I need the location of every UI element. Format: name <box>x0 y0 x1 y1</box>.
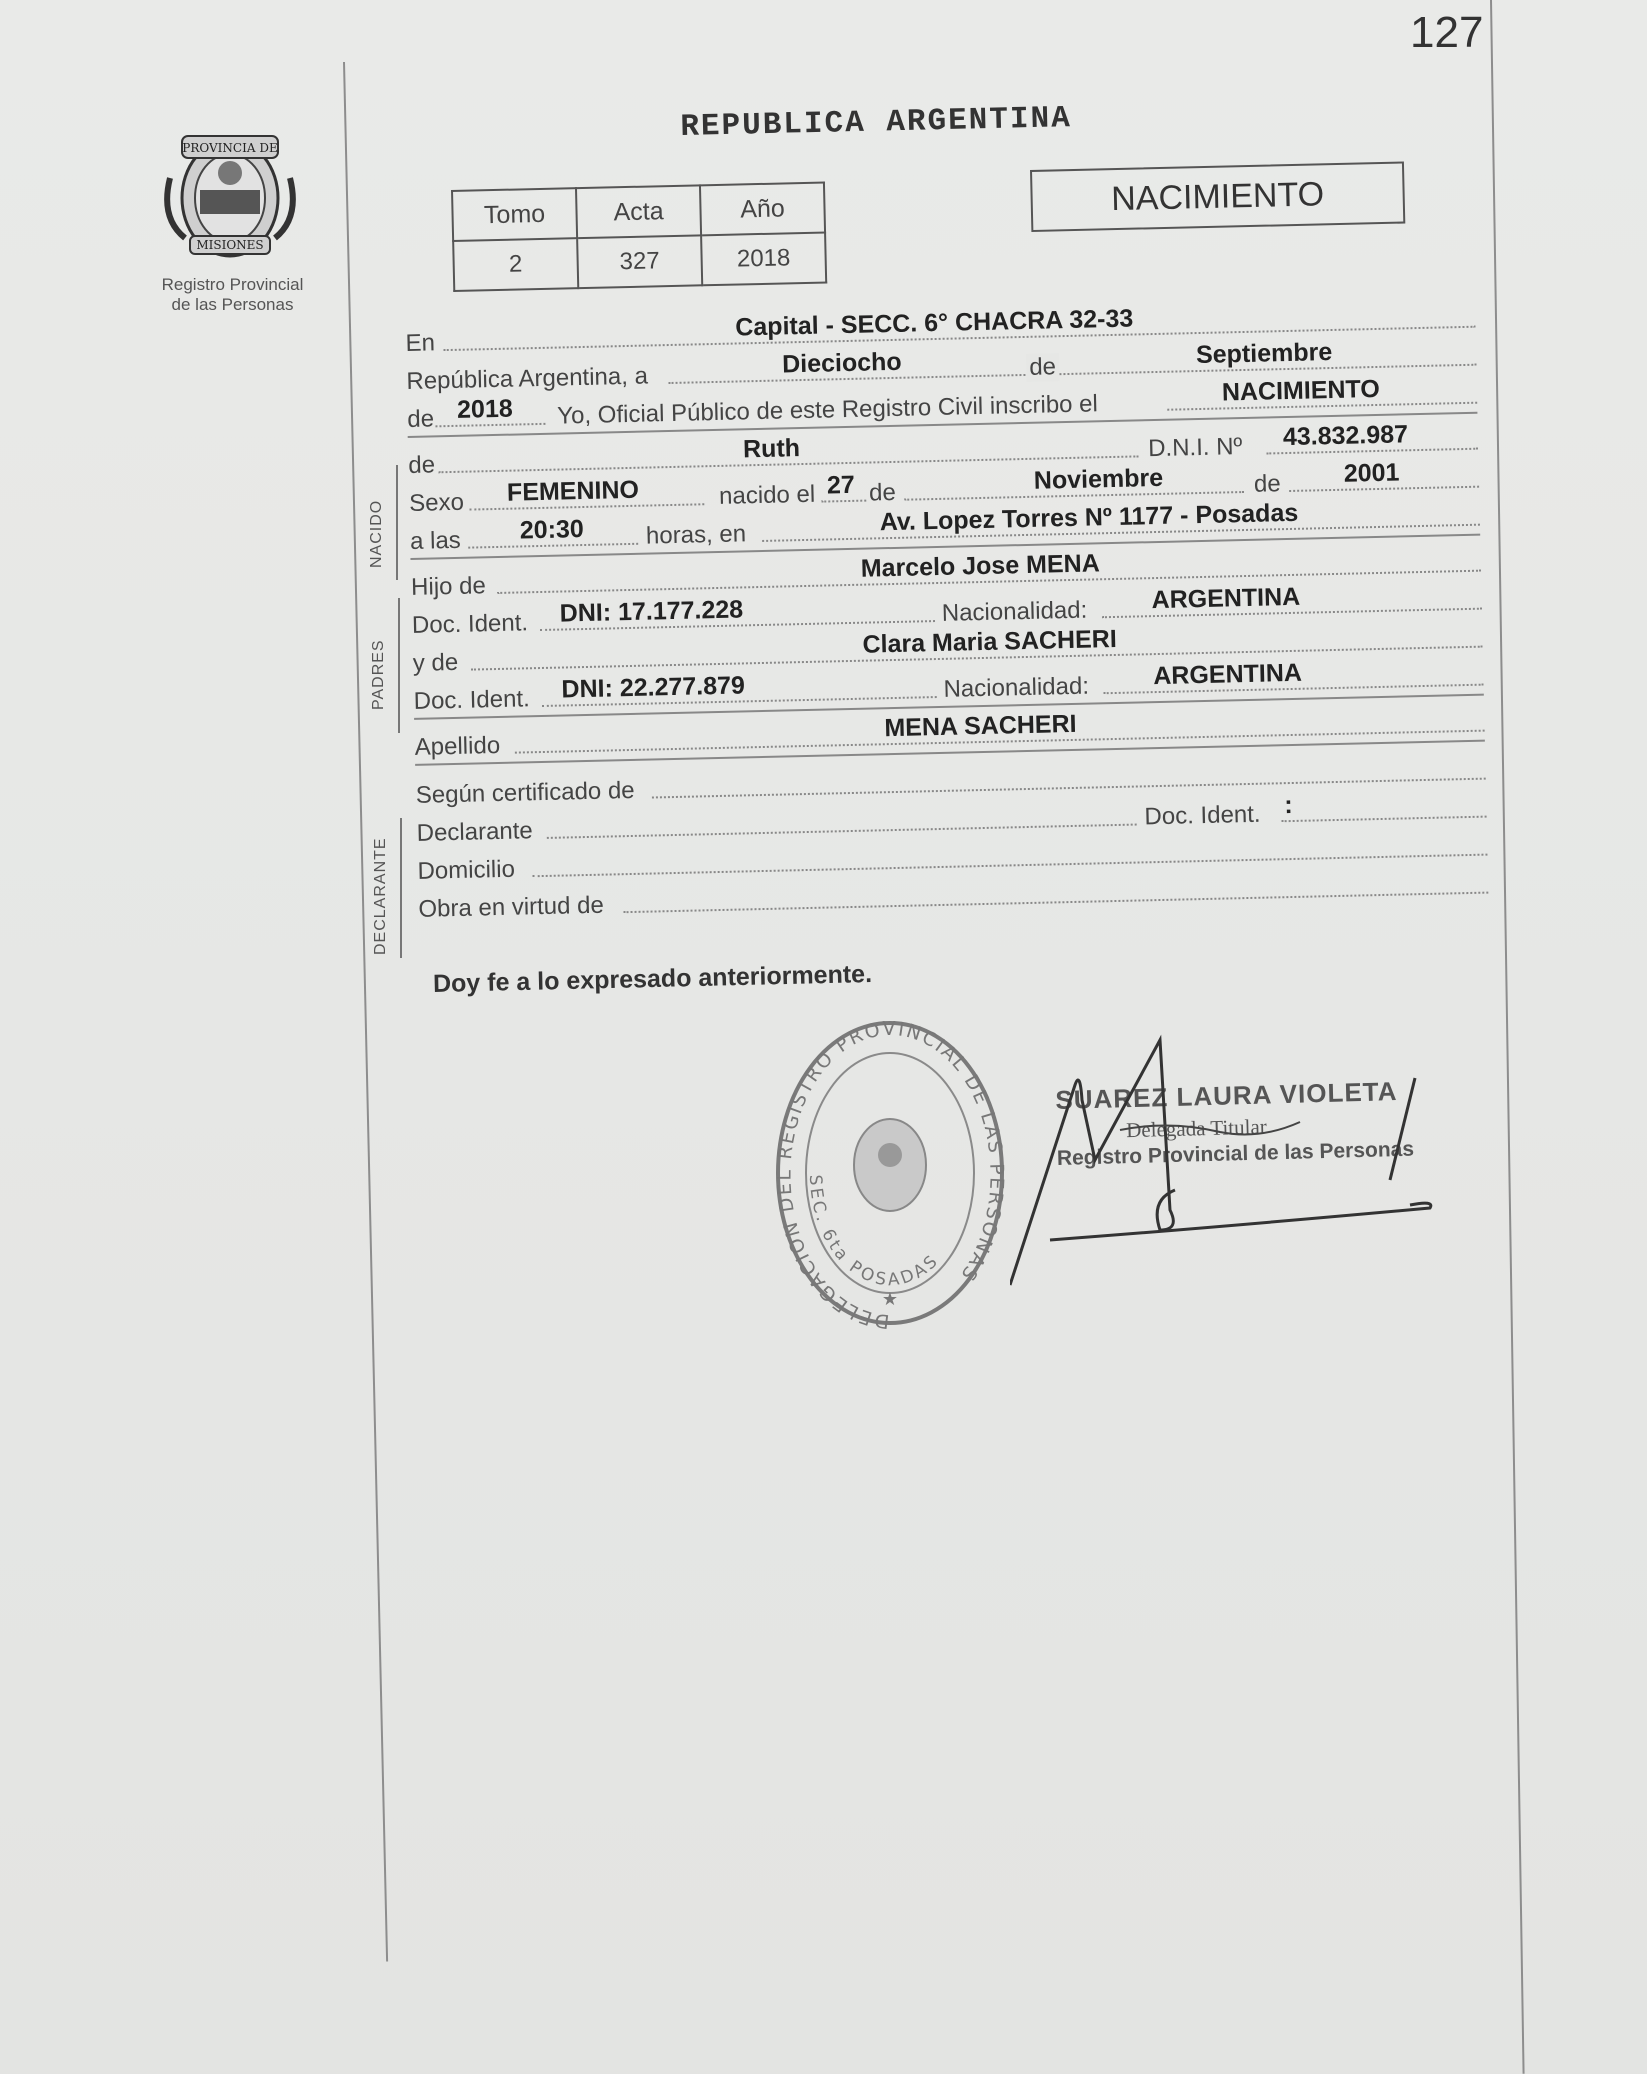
dia-value: Dieciocho <box>781 347 902 379</box>
stamp-inner-path: SEC. 6ta POSADAS <box>804 1174 944 1291</box>
republica-label: República Argentina, a <box>406 362 649 395</box>
padres-bar <box>398 598 400 733</box>
section-padres: PADRES <box>370 639 387 710</box>
decl-doc-label: Doc. Ident. <box>1144 800 1261 831</box>
nac-mes-value: Noviembre <box>1033 463 1164 495</box>
oficial-label: Yo, Oficial Público de este Registro Civil inscribo el <box>556 390 1099 430</box>
dni-value: 43.832.987 <box>1282 420 1409 452</box>
declarante-label: Declarante <box>416 817 534 847</box>
madre-nac-value: ARGENTINA <box>1152 658 1303 691</box>
padre-nac-value: ARGENTINA <box>1151 582 1301 615</box>
doc-ident-label: Doc. Ident. <box>411 609 529 639</box>
official-stamp <box>770 1015 1010 1335</box>
en-label: En <box>405 329 436 357</box>
nacido-bar <box>396 465 398 580</box>
doc-ident2-label: Doc. Ident. <box>413 685 531 715</box>
padre-doc-value: DNI: 17.177.228 <box>559 595 744 628</box>
record-type-box: NACIMIENTO <box>1030 162 1405 232</box>
section-declarante: DECLARANTE <box>372 837 389 955</box>
registration-form <box>405 294 1491 1018</box>
mes-value: Septiembre <box>1195 337 1333 370</box>
reference-table <box>451 182 827 292</box>
inscribo-value: NACIMIENTO <box>1221 374 1381 407</box>
coat-bottom-text: MISIONES <box>196 238 264 252</box>
segun-label: Según certificado de <box>415 776 635 809</box>
nacionalidad-label: Nacionalidad: <box>941 596 1088 627</box>
nac-anio-value: 2001 <box>1343 458 1400 488</box>
nac-dia-value: 27 <box>826 470 856 500</box>
anio-value: 2018 <box>701 233 826 286</box>
section-nacido: NACIDO <box>368 499 385 568</box>
registry-label-line1: Registro Provincial <box>161 275 304 294</box>
tomo-header: Tomo <box>452 188 577 241</box>
nacionalidad2-label: Nacionalidad: <box>943 672 1090 703</box>
sexo-label: Sexo <box>408 488 465 517</box>
nombre-value: Ruth <box>742 434 801 464</box>
en-value: Capital - SECC. 6° CHACRA 32-33 <box>734 304 1134 342</box>
stamp-outer-path: DELEGACION DEL REGISTRO PROVINCIAL DE LAS PERSONAS <box>773 1017 1008 1333</box>
apellido-label: Apellido <box>414 731 501 761</box>
coat-top-text: PROVINCIA DE <box>182 141 278 155</box>
hora-value: 20:30 <box>519 515 585 545</box>
horas-en-label: horas, en <box>645 520 747 550</box>
page-number: 127 <box>1410 8 1484 57</box>
lugar-value: Av. Lopez Torres Nº 1177 - Posadas <box>879 498 1299 537</box>
stamp-star-icon: ★ <box>881 1289 899 1309</box>
signer-name: SUAREZ LAURA VIOLETA <box>1055 1076 1398 1115</box>
registry-label <box>145 275 320 315</box>
domicilio-label: Domicilio <box>417 855 516 885</box>
madre-doc-value: DNI: 22.277.879 <box>561 671 746 704</box>
decl-doc-value: : <box>1283 790 1293 820</box>
nac-de-label: de <box>868 478 897 507</box>
anio-value: 2018 <box>456 394 514 424</box>
page-title: REPUBLICA ARGENTINA <box>680 101 1073 145</box>
acta-value: 327 <box>577 235 702 288</box>
signer-org: Registro Provincial de las Personas <box>1056 1137 1415 1170</box>
de-label: de <box>1026 353 1059 382</box>
coat-of-arms-icon <box>160 118 300 268</box>
handwritten-signature <box>1010 1030 1440 1290</box>
tomo-value: 2 <box>453 238 578 291</box>
anio-header: Año <box>700 183 825 236</box>
de2-label: de <box>406 405 435 433</box>
sexo-value: FEMENINO <box>506 475 640 507</box>
dni-label: D.N.I. Nº <box>1147 433 1243 463</box>
registry-label-line2: de las Personas <box>171 295 294 314</box>
acta-header: Acta <box>576 185 701 238</box>
signer-role: Delegada Titular <box>1125 1114 1268 1143</box>
padre-value: Marcelo Jose MENA <box>860 549 1101 583</box>
apellido-value: MENA SACHERI <box>884 709 1077 743</box>
hijo-de-label: Hijo de <box>410 572 487 601</box>
nac-de2-label: de <box>1253 470 1281 498</box>
nacido-el-label: nacido el <box>718 480 816 510</box>
y-de-label: y de <box>412 648 459 677</box>
madre-value: Clara Maria SACHERI <box>862 624 1118 659</box>
nacido-de-label: de <box>408 451 436 479</box>
a-las-label: a las <box>409 526 462 555</box>
obra-label: Obra en virtud de <box>418 891 605 923</box>
declarante-bar <box>400 818 402 958</box>
closing-statement: Doy fe a lo expresado anteriormente. <box>432 960 873 998</box>
